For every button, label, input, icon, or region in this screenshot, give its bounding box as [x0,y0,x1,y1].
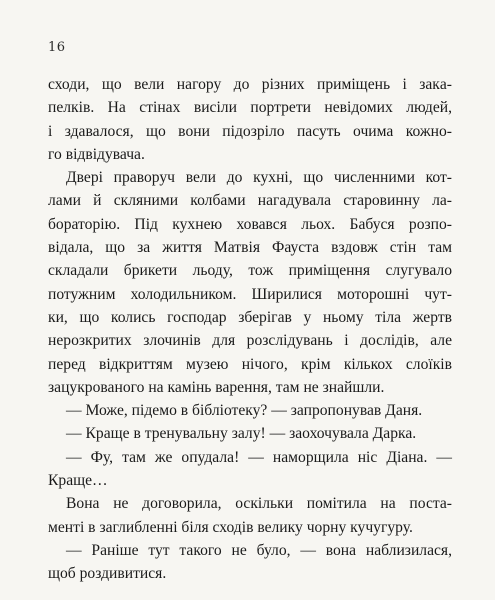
text-line: — Фу, там же опудала! — наморщила ніс Діана. — [66,448,452,466]
text-line: — Раніше тут такого не було, — вона наблизилася, [66,541,452,559]
text-line: — Краще в тренувальну залу! — заохочувала Дарка. [66,425,417,443]
text-line: пелків. На стінах висіли портрети невідомих людей, [48,99,452,117]
text-line: Вона не договорила, оскільки помітила на поста- [66,495,452,513]
text-line: нерозкритих злочинів для розслідувань і дослідів, але [48,332,452,350]
text-line: го відвідувача. [48,145,145,163]
page-number: 16 [48,40,66,55]
text-line: лами й скляними колбами нагадувала старовинну ла- [48,192,452,210]
text-line: бораторію. Під кухнею ховався льох. Бабуся розпо- [48,215,452,233]
text-line: і здавалося, що вони підозріло пасуть очима кожно- [48,122,452,140]
text-line: відала, що за життя Матвія Фауста вздовж стін там [48,239,452,257]
text-line: щоб роздивитися. [48,565,167,583]
text-line: ки, що колись господар зберігав у ньому тіла жертв [48,308,452,326]
text-line: складали брикети льоду, тож приміщення слугувало [48,262,452,280]
paragraph [48,446,452,493]
body-text [48,73,452,586]
paragraph [48,492,452,539]
text-line: сходи, що вели нагору до різних приміщень і закa- [48,76,452,93]
text-line: менті в заглибленні біля сходів велику чорну кучугуру. [48,518,413,536]
paragraph [48,422,452,445]
paragraph [48,539,452,586]
text-line: перед відкриттям музею нічого, крім кількох слоїків [48,355,452,373]
paragraph [48,399,452,422]
text-line: — Може, підемо в бібліотеку? — запропонував Даня. [66,402,423,420]
text-line: зацукрованого на камінь варення, там не знайшли. [48,378,385,396]
text-line: Краще… [48,472,108,490]
paragraph [48,73,452,166]
paragraph [48,166,452,399]
text-line: Двері праворуч вели до кухні, що численними кот- [66,169,452,187]
text-line: потужним холодильником. Ширилися моторошні чут- [48,285,452,303]
